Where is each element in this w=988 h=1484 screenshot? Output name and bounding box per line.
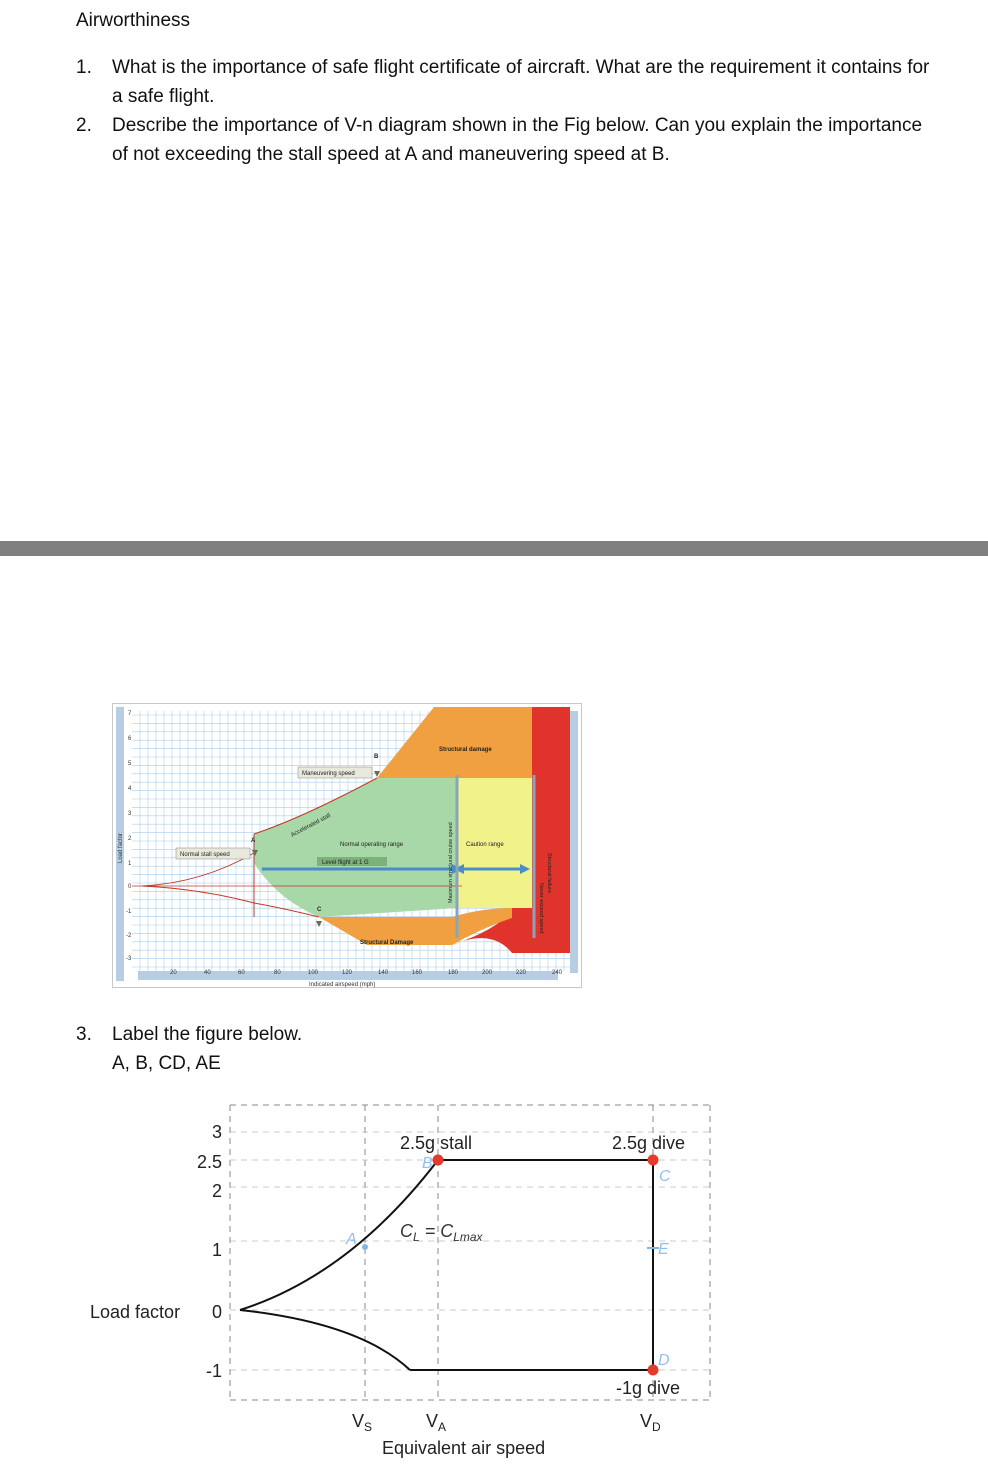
- x-tick-label: 40: [204, 970, 211, 976]
- maneuvering-speed-label: Maneuvering speed: [302, 771, 355, 777]
- question-3-subtext: A, B, CD, AE: [112, 1053, 221, 1074]
- x-axis-label: Indicated airspeed (mph): [309, 982, 376, 988]
- structural-failure-region: [532, 707, 570, 953]
- dive-bottom-label: -1g dive: [616, 1378, 681, 1398]
- y-tick-label: 3: [128, 811, 132, 817]
- never-exceed-label: Never exceed speed: [538, 883, 544, 934]
- y-tick-label: 2.5: [196, 1152, 222, 1172]
- vs-symbol: V: [352, 1411, 365, 1431]
- stall-label: 2.5g stall: [400, 1133, 473, 1153]
- point-c-dot: [648, 1155, 659, 1166]
- y-tick-label: 7: [128, 711, 132, 717]
- y-tick-label: 0: [128, 884, 132, 890]
- y-tick-label: 0: [211, 1302, 222, 1322]
- x-tick-label: 20: [170, 970, 177, 976]
- point-c-label: C: [317, 907, 322, 913]
- right-band: [570, 711, 578, 973]
- max-cruise-label: Maximum structural cruise speed: [448, 822, 454, 903]
- y-axis-label: Load factor: [118, 832, 124, 863]
- stall-curve-negative: [240, 1310, 410, 1370]
- x-tick-label: 60: [238, 970, 245, 976]
- handwritten-b: B: [422, 1155, 433, 1172]
- va-subscript: A: [438, 1420, 447, 1434]
- accelerated-stall-label: Accelerated stall: [290, 812, 332, 839]
- point-a-dot: [362, 1244, 368, 1250]
- question-text: Label the figure below.: [112, 1024, 303, 1045]
- point-b-dot: [433, 1155, 444, 1166]
- cl-subscript: L: [413, 1230, 420, 1244]
- question-1: [0, 53, 988, 113]
- handwritten-d: D: [658, 1352, 670, 1369]
- vs-label: [352, 1411, 372, 1434]
- normal-operating-label: Normal operating range: [340, 842, 404, 848]
- y-tick-label: 6: [128, 736, 132, 742]
- x-tick-label: 100: [308, 970, 319, 976]
- question-2: [0, 111, 988, 171]
- y-tick-label: -2: [126, 933, 132, 939]
- vn-diagram-line: [80, 1095, 730, 1465]
- x-axis-label: Equivalent air speed: [382, 1438, 546, 1458]
- vd-symbol: V: [640, 1411, 653, 1431]
- x-tick-label: 180: [448, 970, 459, 976]
- vd-label: [640, 1411, 661, 1434]
- question-number: 1.: [76, 57, 92, 78]
- y-tick-label: 1: [128, 861, 132, 867]
- structural-failure-label: Structural failure: [546, 853, 552, 894]
- x-tick-label: 240: [552, 970, 563, 976]
- y-tick-label: 5: [128, 761, 132, 767]
- question-text: Describe the importance of V-n diagram shown in the Fig below. Can you explain the importance of not exceeding the stall speed at A and maneuvering speed at B.: [112, 115, 923, 165]
- structural-damage-top-label: Structural damage: [439, 747, 492, 753]
- level-flight-label: Level flight at 1 G: [322, 860, 369, 866]
- point-a-label: A: [251, 838, 256, 844]
- y-axis-label: Load factor: [90, 1302, 181, 1322]
- y-tick-label: 4: [128, 786, 132, 792]
- x-tick-label: 200: [482, 970, 493, 976]
- handwritten-c: C: [659, 1168, 671, 1185]
- caution-range-label: Caution range: [466, 842, 504, 848]
- point-b-label: B: [374, 754, 379, 760]
- x-tick-label: 220: [516, 970, 527, 976]
- x-tick-label: 160: [412, 970, 423, 976]
- question-number: 3.: [76, 1024, 92, 1045]
- question-text: What is the importance of safe flight certificate of aircraft. What are the requirement it contains for a safe flight.: [112, 57, 930, 107]
- y-tick-label: -3: [126, 956, 132, 962]
- va-label: [426, 1411, 446, 1434]
- page-divider: [0, 541, 988, 556]
- cl-formula: [400, 1221, 484, 1244]
- structural-damage-bottom-label: Structural Damage: [360, 940, 414, 946]
- vd-subscript: D: [652, 1420, 661, 1434]
- question-number: 2.: [76, 115, 92, 136]
- x-tick-label: 80: [274, 970, 281, 976]
- y-tick-label: 1: [211, 1240, 222, 1260]
- handwritten-a: A: [346, 1231, 357, 1248]
- va-symbol: V: [426, 1411, 439, 1431]
- handwritten-e: E: [658, 1241, 669, 1258]
- cl-equals: = C: [419, 1221, 454, 1241]
- vn-diagram-colored: [112, 703, 582, 988]
- y-tick-label: 2: [128, 836, 132, 842]
- x-tick-label: 120: [342, 970, 353, 976]
- y-tick-label: -1: [126, 909, 132, 915]
- y-tick-label: 3: [211, 1122, 222, 1142]
- cl-symbol: C: [400, 1221, 413, 1241]
- clmax-subscript: Lmax: [453, 1230, 483, 1244]
- point-d-dot: [648, 1365, 659, 1376]
- x-tick-label: 140: [378, 970, 389, 976]
- y-tick-label: -1: [205, 1361, 222, 1381]
- normal-stall-label: Normal stall speed: [180, 852, 230, 858]
- page-title: Airworthiness: [76, 10, 191, 31]
- dive-top-label: 2.5g dive: [612, 1133, 686, 1153]
- y-tick-label: 2: [211, 1181, 222, 1201]
- vs-subscript: S: [364, 1420, 373, 1434]
